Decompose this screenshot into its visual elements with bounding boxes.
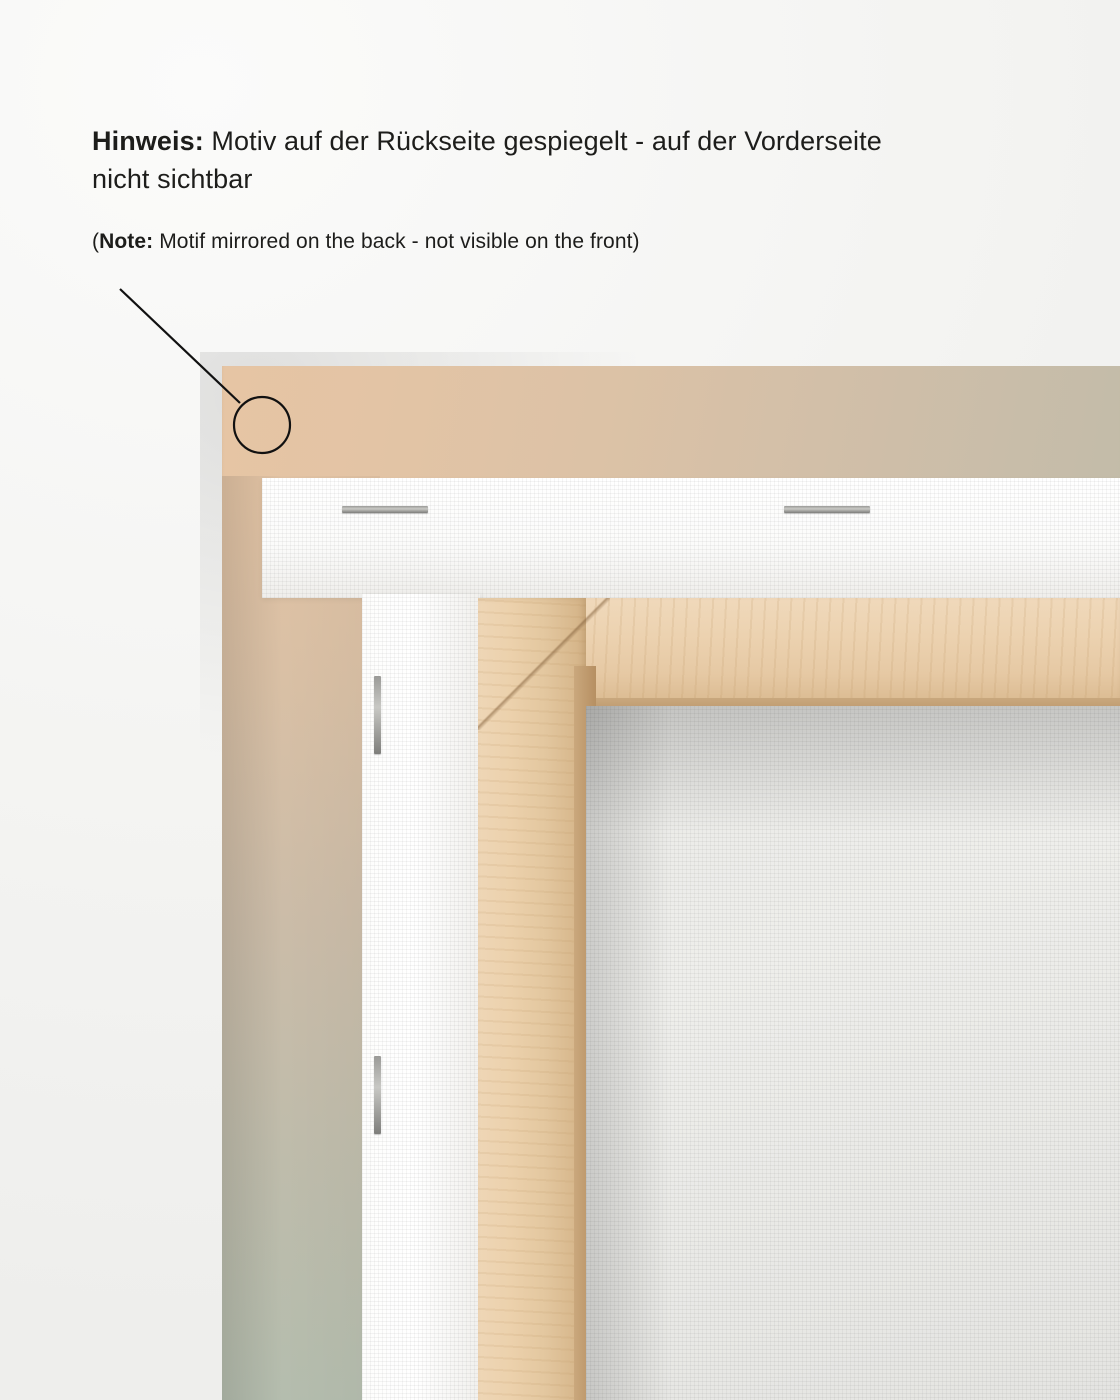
annotation-english-open-paren: ( xyxy=(92,229,100,253)
annotation-german-text: Motiv auf der Rückseite gespiegelt - auf der Vorderseite nicht sichtbar xyxy=(92,126,882,195)
printed-edge-left-shading xyxy=(222,476,380,1400)
annotation-english-label: Note: xyxy=(99,229,154,253)
canvas-print-corner xyxy=(222,366,1120,1400)
printed-edge-top xyxy=(222,366,1120,488)
annotation-english-text: Motif mirrored on the back - not visible on the front) xyxy=(153,229,640,253)
canvas-fold-top xyxy=(262,478,1120,598)
metal-staple xyxy=(784,506,870,513)
annotation-german-label: Hinweis: xyxy=(92,126,204,156)
canvas-back-inner-shadow xyxy=(586,706,1120,1400)
metal-staple xyxy=(374,1056,381,1134)
annotation-german xyxy=(92,122,892,199)
metal-staple xyxy=(342,506,428,513)
metal-staple xyxy=(374,676,381,754)
canvas-weave-texture xyxy=(262,478,1120,598)
annotation-text-block xyxy=(92,122,892,256)
annotation-english xyxy=(92,227,892,256)
